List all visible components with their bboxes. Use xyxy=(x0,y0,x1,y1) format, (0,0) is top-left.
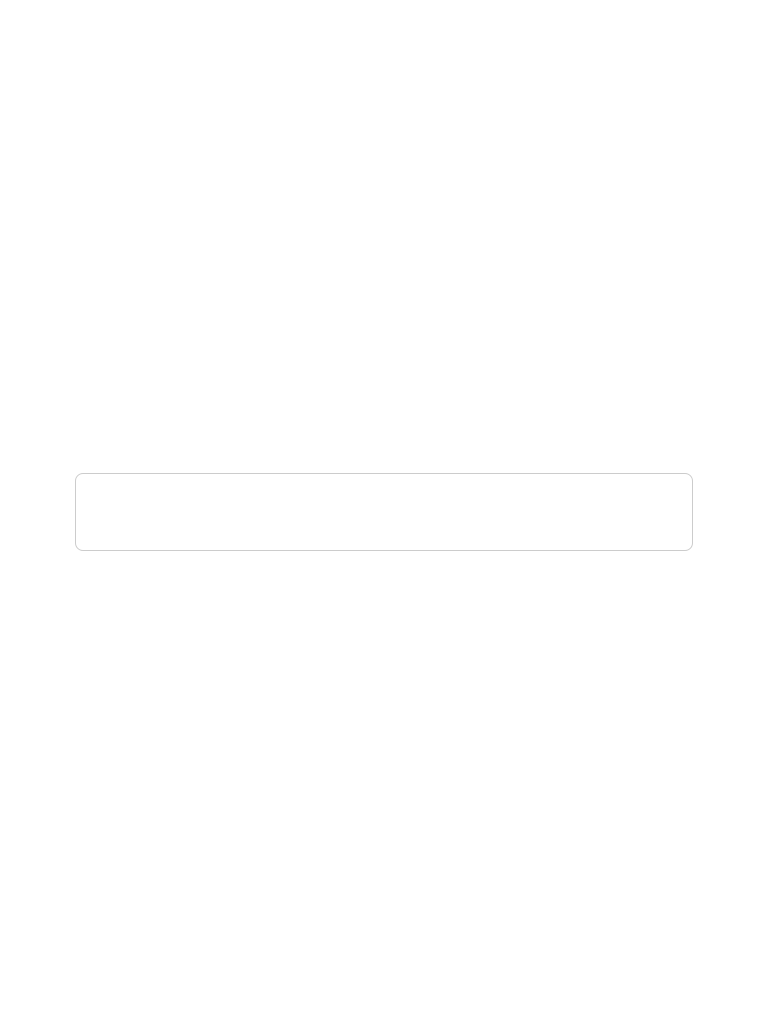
placeholder-notice xyxy=(75,473,693,551)
